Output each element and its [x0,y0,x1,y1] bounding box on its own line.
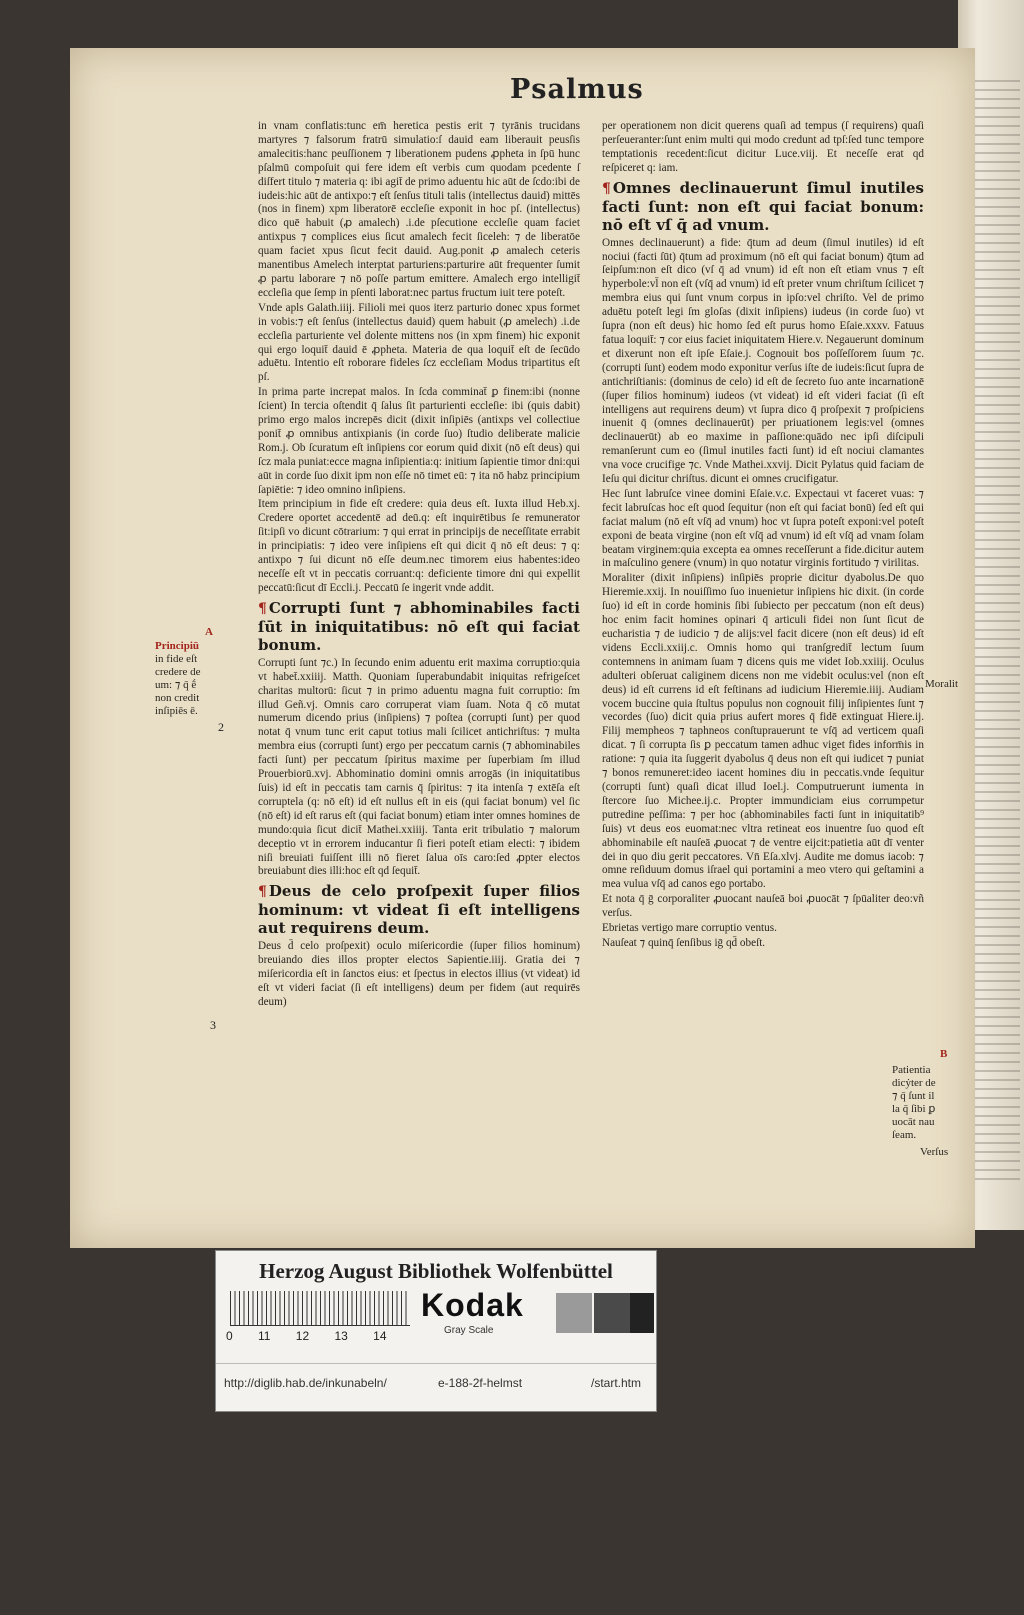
commentary-paragraph: Et nota q̄ ḡ corporaliter ꝓuocant nauſeā boi ꝓuocāt ⁊ ſpūaliter deo:vñ verſus. [602,893,924,920]
gray-patch-black [630,1293,654,1333]
left-margin-initial: A [205,626,213,638]
start-page: /start.htm [591,1376,642,1390]
kodak-logo: Kodak [421,1287,524,1323]
psalm-verse: ¶ Corrupti ſunt ⁊ abhominabiles facti ſūt in iniquitatibus: nō eſt qui faciat bonum. [258,598,580,654]
right-margin-note-moraliter: Moralit [925,678,958,690]
left-column [258,120,580,1011]
target-footer [216,1363,656,1400]
paragraph-mark-icon: ¶ [258,600,267,617]
verse-number-3: 3 [210,1018,216,1032]
commentary-paragraph: Moraliter (dixit inſipiens) inſipiēs proprie dicitur dyabolus.De quo Hieremie.xxij. In nouiſſimo ſuo inuenietur inſipiens hic dixit. (in corde ſuo) id eſt in corde hominis ſibi ſubiecto per peccatum (non eſt deus) hoc enim facit homines opinari q̄ articuli fidei non ſunt ſicut de eucharistia ⁊ de iudicio ⁊ de alijs:vel facit dicere (non eſt deus) id eſt videns Eccli.xxiij.c. Omnis homo qui tranſgredit̄ lectum ſuum contemnens in animam ſuam ⁊ dicens quis me videt Iob.xxiiij. Oculus adulteri obſeruat caliginem dicens non me videbit oculus:vel (non eſt deus) id eſt currens id eſt feſtinans ad iudicium Hieremie.iiij. Audiam vocem buccine quia ſtultus populus non cognouit filij inſipientes ſunt ⁊ vecordes (ſuo) dicit quia prius aufert mores q̄ fidē extinguat Hiere.ij. Filij mempheos ⁊ taphneos conſtuprauerunt te vſq̄ ad verticem quaſi dicat. ⁊ ſi corrupta ſis ꝑ peccatum tamen adhuc viget fides inform̄is in ratione: ⁊ quia ita ſuggerit dyabolus q̄ deus non eſt qui iudicet ⁊ puniat ⁊ bonos remuneret:ideo iacent homines diu in peccatis.vnde ſequitur (corrupti ſunt) quaſi dicat illud Ioel.j. Computruerunt iumenta in ſtercore ſuo Michee.ij.c. Propter immundiciam eius corrumpetur putredine peſſima: ⁊ per hoc (abhominabiles facti ſunt in iniquitatib⁹ ſuis) vt deus eos euomat:nec vltra retineat eos inuentre ſuo quod eſt abhominabile eſt nauſeā ꝓuocat ⁊ de ventre eijcit:patietia aūt dī venter dei in quo diu gerit peccatores. Vn̄ Eſa.xlvj. Audite me domus iacob: ⁊ omne reſiduum domus iſrael qui portamini a meo vtero qui geſtamini a mea vulua vſq̄ ad canos ego portabo. [602,572,924,891]
ruler-numbers: 0 11 12 13 14 [226,1329,387,1343]
paragraph-mark-icon: ¶ [602,180,611,197]
institution-name: Herzog August Bibliothek Wolfenbüttel [259,1259,613,1283]
psalm-verse: ¶ Deus de celo proſpexit ſuper filios hominum: vt videat ſi eſt intelligens aut requirens deum. [258,882,580,938]
book-page [70,48,975,1248]
color-calibration-target [215,1250,657,1412]
right-margin-initial: B [940,1048,948,1060]
psalm-verse: ¶ Omnes declinauerunt ſimul inutiles facti ſunt: non eſt qui faciat bonum: nō eſt vſ q̄ ad vnum. [602,178,924,234]
commentary-paragraph: in vnam conflatis:tunc em̄ heretica pestis erit ⁊ tyrānis trucidans martyres ⁊ falsorum fratrū simulatio:ſ dauid eam liberauit peusſis amalecitis:hanc peuſſionem ⁊ liberationem pudens ꝓpheta in ſpū hunc pſalmū compoſuit qui fere idem eſt verbis cum quodam pcedente ſ diſfert titulo ⁊ materia q: ibi agit̄ de primo aduentu hic aūt de ſcdo:ibi de iudeis:hic aūt de antixpo:⁊ eſt ſenſus tituli talis (intellectus dauid) mittēs (nos in finem) xpm liberatorē eccleſie exponit in hoc pſ. (intellectus) dico quē habuit (ꝓ amalech) .i.de pſecutione eccleſie quam faciet antixpus ⁊ complices eius ſicut amalech fecit ſiceleh: ⁊ de liberatōe quam faciet xpus ſicut fecit dauid. Aug.ponit ꝓ amalech ceteris manentibus Amelech interptat parturiens:parturire aūt frequenter ſumit ꝓ partu laborare ⁊ nō poſſe partum emittere. Amalech ergo intelligit̄ eccleſia que ſemp in pſenti laborat:nec partus fructum iuit tere poteſt. [258,120,580,299]
scale-ruler [230,1291,410,1326]
commentary-paragraph: Ebrietas vertigo mare corruptio ventus. [602,922,777,935]
right-margin-note-patientia: Patientia dicẏter de ⁊ q̄ ſunt il la q̄ ſibi ꝑ uocāt nau ſeam. [892,1064,936,1141]
commentary-paragraph: Deus d̄ celo proſpexit) oculo miſericordie (ſuper filios hominum) breuiando dies illos propter electos Sapientie.iiij. Gratia dei ⁊ miſericordia eſt in ſanctos eius: et ſpectus in electos illius (vt videat) id eſt vt videri faciat (ſi eſt intelligens) deum per fidem (aut requirēs deum) [258,940,580,1008]
verse-number-2: 2 [218,720,224,734]
commentary-paragraph: Omnes declinauerunt) a fide: q̄tum ad deum (ſimul inutiles) id eſt nociui (facti ſūt) q̄tum ad proximum (nō eſt qui faciat bonum) q̄tum ad ſeipſum:non eſt dico (vſ q̄ ad vnum) id eſt non eſt etiam vnus ⁊ eſt hyperbole:vl̄ non eſt (vſq̄ ad vnum) id eſt preter vnum chriſtum ſcilicet ⁊ membra eius qui ſunt vnum corpus in ipſo:vel chriſto. Vel de primo aduētu poteſt legi ſm gloſas (dixit inſipiens) iudeus (in corde ſuo) vt ſupra (non eſt deus) hic homo ſed eſt purus homo Eſaie.xxxv. Fatuus fatua loquit̄: ⁊ cor eius faciet iniquitatem Hiere.v. Negauerunt dominum et dixerunt non eſt ipſe Eſaie.j. Cognouit bos poſſeſſorem ſuum ⁊c. (corrupti ſunt) eodem modo exponitur verſus iſte de iudeis:ſicut ſupra de antichriſtianis: (dominus de celo) id eſt de ſecreto ſuo ante incarnationē (ſuper filios hominum) iudeos (vt videat) id eſt videri faciat (ſi eſt intelligens aut requirens deum) vt ſupra dico q̄ proſpexit ⁊ proſpiciens inuenit q̄ (omnes declinauerūt) per priuationem legis:vel (omnes declinauerūt) ab eo maxime in paſſione:quādo nec ipſi diſcipuli remanſerunt cum eo (ſimul inutiles facti ſunt) id eſt nociui clamantes vna voce crucifige ⁊c. Vnde Mathei.xxvij. Dicit Pylatus quid faciam de Ieſu qui dicitur chriſtus. dicunt ei omnes crucifigatur. [602,236,924,486]
gray-patch-dark [594,1293,630,1333]
commentary-paragraph: Nauſeat ⁊ quinq̄ ſenſibus iḡ qd̄ obeſt. [602,936,766,949]
gray-patch-light [556,1293,592,1333]
right-column [602,120,924,952]
commentary-paragraph: per operationem non dicit querens quaſi ad tempus (ſ requirens) quaſi perſeueranter:ſunt enim multi qui modo credunt ad tpſ:ſed tunc tempore temptationis recedent:ſicut dicitur Luce.viij. Et neceſſe erat qd reſpiceret q: iam. [602,120,924,174]
paragraph-mark-icon: ¶ [258,884,267,901]
commentary-paragraph: In prima parte increpat malos. In ſcda comminat̄ ꝑ finem:ibi (nonne ſcient) In tercia oſtendit q̄ ſalus ſit parturienti eccleſie: ibi (quis dabit) primo ergo malos increpēs dicit (dixit inſipiēs (antixps vel collectiue ponit̄ ꝓ omnibus antixpianis (in corde ſuo) ſtudio deliberate malicie Rom.j. Ob ſcuratum eſt inſipiens cor eorum quid dixit (nō eſt deus) qui ſcz mala puniat:ecce magna inſipientia:q: initium ſapientie timor dni:qui aūt in corde ſuo dixit ipm non eſſe nō timet eū: ⁊ ita nō habz principium ſapiētie: ⁊ ideo omnino inſipiens. [258,386,580,496]
commentary-paragraph: Item principium in fide eſt credere: quia deus eſt. Iuxta illud Heb.xj. Credere oportet accedentē ad deū.q: eſt inquirētibus ſe remunerator ſit:ipſi vo dicunt cōtrarium: ⁊ qui errat in principijs de neceſſitate errabit in principiatis: ⁊ ideo vere inſipiens eſt qui dicit q̄ nō eſt deus: ⁊ q: antixpo ⁊ ſui dicunt nō eſſe deum.nec timorem eius habentes:ideo neceſſe eſt vt in peccatis corruant:q: deficiente timore dni qui expellit peccatū:ſicut dī Eccli.j. Peccatū ſe ingerit vnde addit. [258,498,580,594]
shelfmark: e-188-2f-helmst [438,1376,523,1390]
source-url: http://diglib.hab.de/inkunabeln/ [224,1376,387,1390]
commentary-paragraph: Corrupti ſunt ⁊c.) In ſecundo enim aduentu erit maxima corruptio:quia vt habet̄.xxiiij. Matth. Quoniam ſuperabundabit iniquitas refrigeſcet charitas multorū: ſicut ⁊ in primo aduentu magna fuit corruptio: ſm illud Geñ.vj. Omnis caro corruperat viam ſuam. Nota q̄ cō mutat numerum dicendo prius (inſipiens) ⁊ poſtea (corrupti ſunt) per quod notat q̄ vnum tunc erit caput totius mali ſcilicet antichriſtus: ⁊ multa membra eius (corrupti ſunt) ergo per peccatum carnis (⁊ abhominabiles facti ſunt) per peccatum ſpiritus maxime per ſuperbiam ſm illud Prouerbiorū.xvj. Abhominatio domini omnis arrogās (in iniquitatibus ſuis) id eſt in peccatis tam carnis q̄ ſpiritus: ⁊ ita intenſa ⁊ extēſa eſt corruptela (q: nō eſt) id eſt nullus eſt in eis (qui faciat bonum) vel ſic (nō eſt) id eſt rarus eſt (qui faciat bonum) etiam inter omnes homines de mundo:quia ſicut dicit̄ Mathei.xxiiij. Tanta erit tribulatio ⁊ malorum deceptio vt in errorem inducantur ſi fieri poteſt etiam electi: ⁊ ibidem niſi breuiati fuiſſent illi nō fieret ſalua oīs caro:ſed ꝓpter electos breuiabunt dies illi:hoc eſt qd ſequit̄. [258,656,580,878]
left-margin-note: Principiū in fide eſt credere de um: ⁊ q̄ ḗ non credit inſipiēs ē. [155,640,201,717]
commentary-paragraph: Vnde apls Galath.iiij. Filioli mei quos iterz parturio donec xpus formet in vobis:⁊ eſt ſenſus (intellectus dauid) quem habuit (ꝓ amelech) .i.de eccleſia parturiente vel dolente mittens nos (in xpm finem) hic exponit qui ergo loquit̄ dauid ē ꝓpheta. Materia de qua loquit̄ eſt de ſecūdo aduētu. Intentio eſt roborare fideles ſcz eccleſiam Modus tripartitus eſt pſ. [258,301,580,384]
running-title: Psalmus [510,74,644,105]
gray-scale-label: Gray Scale [444,1325,494,1336]
right-margin-note-versus: Verſus [920,1146,949,1158]
commentary-paragraph: Hec ſunt labruſce vinee domini Eſaie.v.c. Expectaui vt faceret vuas: ⁊ fecit labruſcas hoc eſt quod ſequitur (non eſt qui faciat bonū) ſed eſt qui faciat malum (nō eſt vſq̄ ad vnum) hoc vt ſupra poteſt exponi:vel poteſt exponi de beata virgine (non eſt vſq̄ ad vnum) id eſt vſq̄ ad vnam ſolam beatam virginem:quia excepta ea omnes receſſerunt a fide.dicitur autem in maſculino genere (vnum) in quo notatur virginis fortitudo ⁊ virilitas. [602,487,924,570]
